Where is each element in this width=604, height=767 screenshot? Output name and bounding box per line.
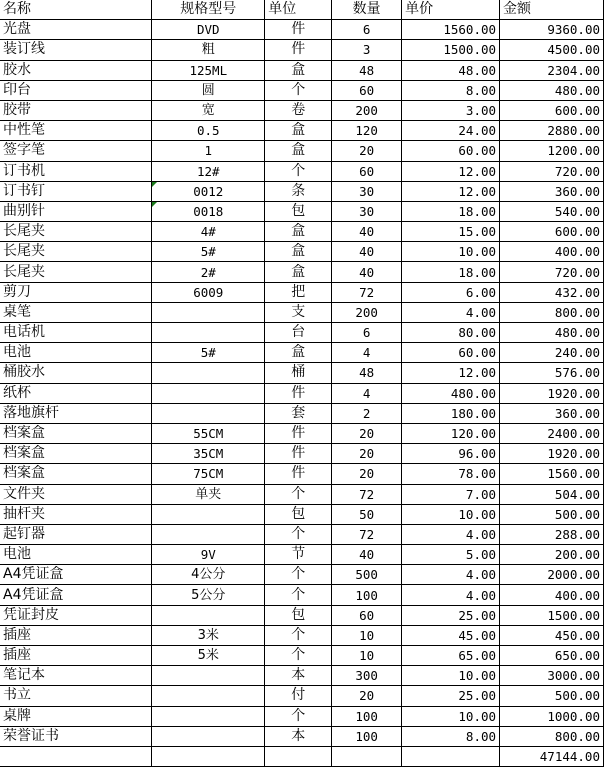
qty-cell[interactable]: 72: [332, 282, 402, 302]
total-row: [0, 746, 604, 766]
qty-cell[interactable]: 200: [332, 302, 402, 322]
qty-cell[interactable]: 40: [332, 222, 402, 242]
price-cell[interactable]: 7.00: [402, 484, 500, 504]
qty-cell[interactable]: 72: [332, 484, 402, 504]
price-cell[interactable]: 25.00: [402, 605, 500, 625]
spec-text: 0018: [193, 203, 224, 219]
name-cell[interactable]: 长尾夹: [0, 242, 152, 262]
amount-cell[interactable]: 360.00: [500, 181, 604, 201]
unit-cell[interactable]: 卷: [265, 100, 332, 120]
price-cell[interactable]: 8.00: [402, 80, 500, 100]
table-row: [0, 464, 604, 484]
spec-cell[interactable]: 4#: [152, 222, 265, 242]
header-row: [0, 0, 604, 20]
name-cell[interactable]: A4凭证盒: [0, 585, 152, 605]
spec-cell[interactable]: 6009: [152, 282, 265, 302]
name-cell[interactable]: A4凭证盒: [0, 565, 152, 585]
spec-cell[interactable]: 9V: [152, 545, 265, 565]
table-row: [0, 201, 604, 221]
price-cell[interactable]: 6.00: [402, 282, 500, 302]
price-cell[interactable]: 5.00: [402, 545, 500, 565]
amount-cell[interactable]: 2400.00: [500, 423, 604, 443]
table-row: [0, 605, 604, 625]
amount-cell[interactable]: 240.00: [500, 343, 604, 363]
name-cell[interactable]: 剪刀: [0, 282, 152, 302]
name-cell[interactable]: 订书钉: [0, 181, 152, 201]
table-row: [0, 726, 604, 746]
table-row: [0, 20, 604, 40]
amount-cell[interactable]: 3000.00: [500, 666, 604, 686]
qty-cell[interactable]: 30: [332, 201, 402, 221]
name-cell[interactable]: 长尾夹: [0, 222, 152, 242]
empty-cell[interactable]: [0, 746, 152, 766]
qty-cell[interactable]: 20: [332, 464, 402, 484]
table-row: [0, 686, 604, 706]
name-cell[interactable]: 桶胶水: [0, 363, 152, 383]
name-cell[interactable]: 档案盒: [0, 444, 152, 464]
header-amount-cell[interactable]: 金额: [500, 0, 604, 20]
amount-cell[interactable]: 576.00: [500, 363, 604, 383]
table-row: [0, 585, 604, 605]
amount-cell[interactable]: 1920.00: [500, 444, 604, 464]
price-cell[interactable]: 60.00: [402, 343, 500, 363]
spec-cell[interactable]: 粗: [152, 40, 265, 60]
table-row: [0, 363, 604, 383]
name-cell[interactable]: 插座: [0, 625, 152, 645]
empty-cell[interactable]: [402, 746, 500, 766]
price-cell[interactable]: 4.00: [402, 524, 500, 544]
price-cell[interactable]: 96.00: [402, 444, 500, 464]
price-cell[interactable]: 78.00: [402, 464, 500, 484]
qty-cell[interactable]: 6: [332, 323, 402, 343]
spec-cell[interactable]: 5米: [152, 646, 265, 666]
qty-cell[interactable]: 120: [332, 121, 402, 141]
spec-cell[interactable]: [152, 605, 265, 625]
table-row: [0, 80, 604, 100]
spec-cell[interactable]: [152, 524, 265, 544]
name-cell[interactable]: 落地旗杆: [0, 403, 152, 423]
table-row: [0, 444, 604, 464]
price-cell[interactable]: 1500.00: [402, 40, 500, 60]
spec-cell[interactable]: 0.5: [152, 121, 265, 141]
qty-cell[interactable]: 6: [332, 20, 402, 40]
amount-cell[interactable]: 600.00: [500, 222, 604, 242]
amount-cell[interactable]: 200.00: [500, 545, 604, 565]
table-row: [0, 282, 604, 302]
amount-cell[interactable]: 800.00: [500, 726, 604, 746]
table-row: [0, 706, 604, 726]
amount-cell[interactable]: 500.00: [500, 686, 604, 706]
unit-cell[interactable]: 套: [265, 403, 332, 423]
qty-cell[interactable]: 10: [332, 625, 402, 645]
amount-cell[interactable]: 500.00: [500, 504, 604, 524]
spec-cell[interactable]: 3米: [152, 625, 265, 645]
unit-cell[interactable]: 盒: [265, 343, 332, 363]
qty-cell[interactable]: 100: [332, 706, 402, 726]
unit-cell[interactable]: 支: [265, 302, 332, 322]
unit-cell[interactable]: 包: [265, 605, 332, 625]
price-cell[interactable]: 3.00: [402, 100, 500, 120]
total-amount-cell[interactable]: 47144.00: [500, 746, 604, 766]
unit-cell[interactable]: 盒: [265, 141, 332, 161]
price-cell[interactable]: 12.00: [402, 161, 500, 181]
qty-cell[interactable]: 4: [332, 343, 402, 363]
name-cell[interactable]: 订书机: [0, 161, 152, 181]
spec-cell[interactable]: [152, 686, 265, 706]
unit-cell[interactable]: 件: [265, 423, 332, 443]
unit-cell[interactable]: 个: [265, 484, 332, 504]
price-cell[interactable]: 180.00: [402, 403, 500, 423]
unit-cell[interactable]: 个: [265, 524, 332, 544]
amount-cell[interactable]: 450.00: [500, 625, 604, 645]
table-row: [0, 40, 604, 60]
unit-cell[interactable]: 盒: [265, 222, 332, 242]
table-row: [0, 222, 604, 242]
unit-cell[interactable]: 包: [265, 504, 332, 524]
table-row: [0, 60, 604, 80]
qty-cell[interactable]: 72: [332, 524, 402, 544]
amount-cell[interactable]: 1000.00: [500, 706, 604, 726]
amount-cell[interactable]: 480.00: [500, 323, 604, 343]
amount-cell[interactable]: 2304.00: [500, 60, 604, 80]
amount-cell[interactable]: 504.00: [500, 484, 604, 504]
table-row: [0, 403, 604, 423]
name-cell[interactable]: 纸杯: [0, 383, 152, 403]
unit-cell[interactable]: 节: [265, 545, 332, 565]
table-row: [0, 565, 604, 585]
name-cell[interactable]: 中性笔: [0, 121, 152, 141]
price-cell[interactable]: 80.00: [402, 323, 500, 343]
unit-cell[interactable]: 付: [265, 686, 332, 706]
unit-cell[interactable]: 个: [265, 585, 332, 605]
price-cell[interactable]: 8.00: [402, 726, 500, 746]
table-row: [0, 262, 604, 282]
table-row: [0, 625, 604, 645]
price-cell[interactable]: 45.00: [402, 625, 500, 645]
amount-cell[interactable]: 2000.00: [500, 565, 604, 585]
amount-cell[interactable]: 720.00: [500, 161, 604, 181]
qty-cell[interactable]: 40: [332, 262, 402, 282]
price-cell[interactable]: 18.00: [402, 201, 500, 221]
price-cell[interactable]: 48.00: [402, 60, 500, 80]
name-cell[interactable]: 抽杆夹: [0, 504, 152, 524]
name-cell[interactable]: 笔记本: [0, 666, 152, 686]
price-cell[interactable]: 18.00: [402, 262, 500, 282]
empty-cell[interactable]: [152, 746, 265, 766]
spec-cell[interactable]: 5公分: [152, 585, 265, 605]
spec-cell[interactable]: [152, 666, 265, 686]
price-cell[interactable]: 24.00: [402, 121, 500, 141]
table-row: [0, 524, 604, 544]
price-cell[interactable]: 12.00: [402, 363, 500, 383]
table-row: [0, 383, 604, 403]
name-cell[interactable]: 荣誉证书: [0, 726, 152, 746]
qty-cell[interactable]: 2: [332, 403, 402, 423]
comment-indicator-icon: [152, 182, 157, 187]
table-row: [0, 121, 604, 141]
price-cell[interactable]: 25.00: [402, 686, 500, 706]
name-cell[interactable]: 插座: [0, 646, 152, 666]
price-cell[interactable]: 4.00: [402, 565, 500, 585]
qty-cell[interactable]: 40: [332, 545, 402, 565]
qty-cell[interactable]: 200: [332, 100, 402, 120]
unit-cell[interactable]: 盒: [265, 60, 332, 80]
qty-cell[interactable]: 48: [332, 363, 402, 383]
price-cell[interactable]: 10.00: [402, 242, 500, 262]
spec-cell[interactable]: 4公分: [152, 565, 265, 585]
price-cell[interactable]: 60.00: [402, 141, 500, 161]
amount-cell[interactable]: 360.00: [500, 403, 604, 423]
qty-cell[interactable]: 60: [332, 161, 402, 181]
amount-cell[interactable]: 400.00: [500, 242, 604, 262]
unit-cell[interactable]: 个: [265, 625, 332, 645]
unit-cell[interactable]: 个: [265, 80, 332, 100]
unit-cell[interactable]: 条: [265, 181, 332, 201]
price-cell[interactable]: 12.00: [402, 181, 500, 201]
qty-cell[interactable]: 40: [332, 242, 402, 262]
spec-cell[interactable]: [152, 706, 265, 726]
unit-cell[interactable]: 个: [265, 565, 332, 585]
unit-cell[interactable]: 个: [265, 706, 332, 726]
qty-cell[interactable]: 60: [332, 80, 402, 100]
table-row: [0, 484, 604, 504]
amount-cell[interactable]: 480.00: [500, 80, 604, 100]
spec-cell[interactable]: [152, 383, 265, 403]
spec-cell[interactable]: 单夹: [152, 484, 265, 504]
name-cell[interactable]: 长尾夹: [0, 262, 152, 282]
comment-indicator-icon: [152, 202, 157, 207]
amount-cell[interactable]: 1920.00: [500, 383, 604, 403]
spec-cell[interactable]: [152, 363, 265, 383]
spec-cell[interactable]: 2#: [152, 262, 265, 282]
unit-cell[interactable]: 本: [265, 726, 332, 746]
price-cell[interactable]: 10.00: [402, 504, 500, 524]
unit-cell[interactable]: 件: [265, 20, 332, 40]
unit-cell[interactable]: 盒: [265, 242, 332, 262]
qty-cell[interactable]: 4: [332, 383, 402, 403]
amount-cell[interactable]: 1200.00: [500, 141, 604, 161]
header-name-cell[interactable]: 名称: [0, 0, 152, 20]
name-cell[interactable]: 签字笔: [0, 141, 152, 161]
header-unit-cell[interactable]: 单位: [265, 0, 332, 20]
price-cell[interactable]: 120.00: [402, 423, 500, 443]
amount-cell[interactable]: 2880.00: [500, 121, 604, 141]
unit-cell[interactable]: 包: [265, 201, 332, 221]
qty-cell[interactable]: 100: [332, 585, 402, 605]
qty-cell[interactable]: 500: [332, 565, 402, 585]
table-row: [0, 343, 604, 363]
name-cell[interactable]: 光盘: [0, 20, 152, 40]
table-row: [0, 302, 604, 322]
name-cell[interactable]: 凭证封皮: [0, 605, 152, 625]
qty-cell[interactable]: 300: [332, 666, 402, 686]
spec-cell[interactable]: 宽: [152, 100, 265, 120]
header-price-cell[interactable]: 单价: [402, 0, 500, 20]
spec-text: 0012: [193, 183, 224, 199]
qty-cell[interactable]: 60: [332, 605, 402, 625]
spec-cell[interactable]: 5#: [152, 343, 265, 363]
table-row: [0, 161, 604, 181]
spec-cell[interactable]: 125ML: [152, 60, 265, 80]
qty-cell[interactable]: 20: [332, 444, 402, 464]
unit-cell[interactable]: 件: [265, 444, 332, 464]
name-cell[interactable]: 书立: [0, 686, 152, 706]
table-row: [0, 323, 604, 343]
amount-cell[interactable]: 9360.00: [500, 20, 604, 40]
name-cell[interactable]: 印台: [0, 80, 152, 100]
qty-cell[interactable]: 100: [332, 726, 402, 746]
amount-cell[interactable]: 650.00: [500, 646, 604, 666]
spec-cell[interactable]: [152, 726, 265, 746]
name-cell[interactable]: 档案盒: [0, 423, 152, 443]
unit-cell[interactable]: 把: [265, 282, 332, 302]
spec-cell[interactable]: [152, 302, 265, 322]
name-cell[interactable]: 电话机: [0, 323, 152, 343]
name-cell[interactable]: 文件夹: [0, 484, 152, 504]
name-cell[interactable]: 胶水: [0, 60, 152, 80]
spec-cell[interactable]: [152, 504, 265, 524]
table-row: [0, 141, 604, 161]
unit-cell[interactable]: 件: [265, 40, 332, 60]
spec-cell[interactable]: [152, 403, 265, 423]
amount-cell[interactable]: 720.00: [500, 262, 604, 282]
name-cell[interactable]: 电池: [0, 343, 152, 363]
price-cell[interactable]: 10.00: [402, 666, 500, 686]
spec-cell[interactable]: 圆: [152, 80, 265, 100]
qty-cell[interactable]: 50: [332, 504, 402, 524]
empty-cell[interactable]: [332, 746, 402, 766]
table-row: [0, 646, 604, 666]
price-cell[interactable]: 10.00: [402, 706, 500, 726]
amount-cell[interactable]: 400.00: [500, 585, 604, 605]
price-cell[interactable]: 65.00: [402, 646, 500, 666]
price-cell[interactable]: 4.00: [402, 585, 500, 605]
spec-cell[interactable]: [152, 181, 265, 201]
name-cell[interactable]: 档案盒: [0, 464, 152, 484]
price-cell[interactable]: 15.00: [402, 222, 500, 242]
qty-cell[interactable]: 20: [332, 686, 402, 706]
table-row: [0, 545, 604, 565]
name-cell[interactable]: 起钉器: [0, 524, 152, 544]
qty-cell[interactable]: 30: [332, 181, 402, 201]
amount-cell[interactable]: 540.00: [500, 201, 604, 221]
table-row: [0, 666, 604, 686]
unit-cell[interactable]: 桶: [265, 363, 332, 383]
header-spec-cell[interactable]: 规格型号: [152, 0, 265, 20]
empty-cell[interactable]: [265, 746, 332, 766]
name-cell[interactable]: 电池: [0, 545, 152, 565]
qty-cell[interactable]: 48: [332, 60, 402, 80]
spec-cell[interactable]: [152, 323, 265, 343]
unit-cell[interactable]: 件: [265, 383, 332, 403]
qty-cell[interactable]: 20: [332, 141, 402, 161]
qty-cell[interactable]: 20: [332, 423, 402, 443]
amount-cell[interactable]: 432.00: [500, 282, 604, 302]
name-cell[interactable]: 桌笔: [0, 302, 152, 322]
name-cell[interactable]: 装订线: [0, 40, 152, 60]
amount-cell[interactable]: 800.00: [500, 302, 604, 322]
spec-cell[interactable]: DVD: [152, 20, 265, 40]
qty-cell[interactable]: 10: [332, 646, 402, 666]
spec-cell[interactable]: [152, 201, 265, 221]
table-row: [0, 423, 604, 443]
name-cell[interactable]: 胶带: [0, 100, 152, 120]
spec-cell[interactable]: 5#: [152, 242, 265, 262]
spec-cell[interactable]: 1: [152, 141, 265, 161]
table-row: [0, 100, 604, 120]
unit-cell[interactable]: 本: [265, 666, 332, 686]
unit-cell[interactable]: 件: [265, 464, 332, 484]
price-cell[interactable]: 1560.00: [402, 20, 500, 40]
spec-cell[interactable]: 75CM: [152, 464, 265, 484]
spec-cell[interactable]: 35CM: [152, 444, 265, 464]
table-row: [0, 181, 604, 201]
name-cell[interactable]: 桌牌: [0, 706, 152, 726]
unit-cell[interactable]: 个: [265, 161, 332, 181]
amount-cell[interactable]: 4500.00: [500, 40, 604, 60]
unit-cell[interactable]: 个: [265, 646, 332, 666]
price-cell[interactable]: 4.00: [402, 302, 500, 322]
amount-cell[interactable]: 1500.00: [500, 605, 604, 625]
unit-cell[interactable]: 盒: [265, 121, 332, 141]
table-row: [0, 242, 604, 262]
amount-cell[interactable]: 600.00: [500, 100, 604, 120]
price-cell[interactable]: 480.00: [402, 383, 500, 403]
table-row: [0, 504, 604, 524]
amount-cell[interactable]: 1560.00: [500, 464, 604, 484]
spec-cell[interactable]: 55CM: [152, 423, 265, 443]
unit-cell[interactable]: 盒: [265, 262, 332, 282]
unit-cell[interactable]: 台: [265, 323, 332, 343]
spec-cell[interactable]: 12#: [152, 161, 265, 181]
qty-cell[interactable]: 3: [332, 40, 402, 60]
header-qty-cell[interactable]: 数量: [332, 0, 402, 20]
amount-cell[interactable]: 288.00: [500, 524, 604, 544]
name-cell[interactable]: 曲别针: [0, 201, 152, 221]
